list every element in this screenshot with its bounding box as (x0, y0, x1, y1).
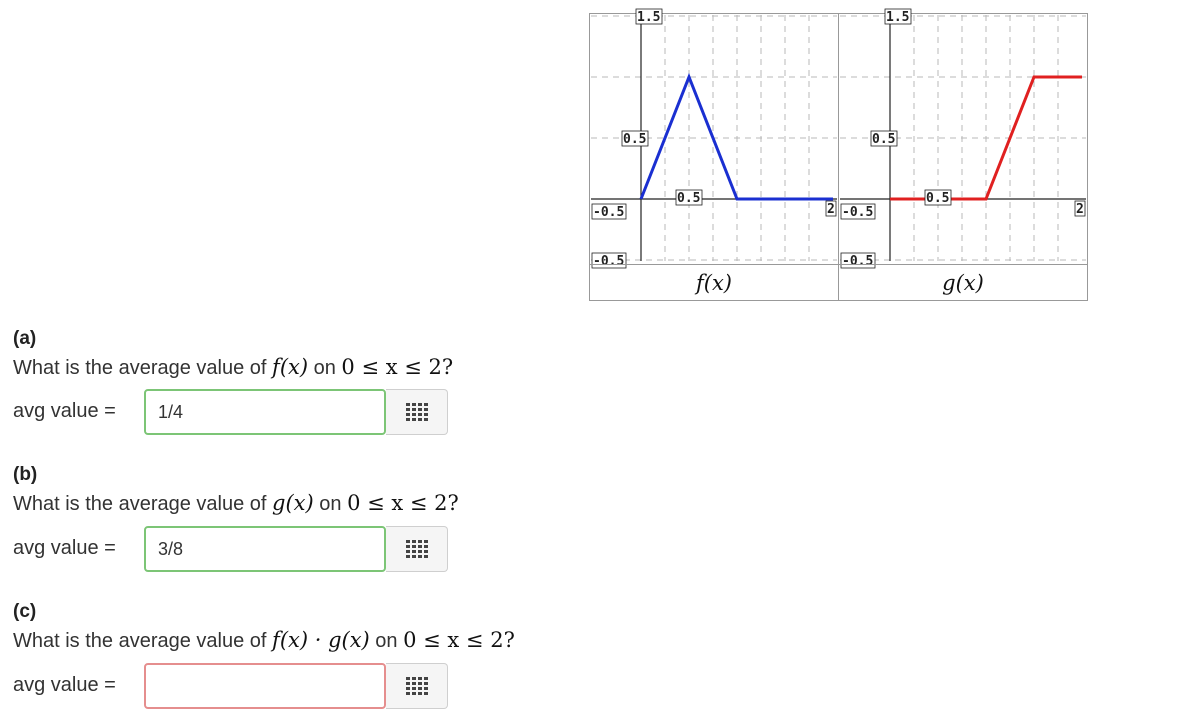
question-c-range: 0 ≤ x ≤ 2? (403, 628, 515, 652)
tick-label-y-neg: -0.5 (842, 254, 874, 269)
tick-label-x-neg: -0.5 (842, 205, 874, 220)
tick-label-y-1.5: 1.5 (637, 10, 661, 25)
avg-value-label-b: avg value = (13, 537, 116, 559)
avg-value-label-a: avg value = (13, 400, 116, 422)
keypad-grid-icon (406, 540, 428, 558)
graph-g-plot (840, 10, 1086, 269)
graph-divider (838, 14, 839, 264)
tick-label-x-2: 2 (827, 202, 835, 217)
avg-value-label-c: avg value = (13, 674, 116, 696)
question-b-prefix: What is the average value of (13, 493, 273, 515)
graph-f (591, 10, 837, 269)
tick-label-y-1.5: 1.5 (886, 10, 910, 25)
question-c-letter: (c) (13, 601, 37, 622)
graph-g (840, 10, 1086, 269)
tick-label-x-neg: -0.5 (593, 205, 625, 220)
tick-label-x-0.5: 0.5 (926, 191, 950, 206)
keypad-button-b[interactable] (386, 526, 448, 572)
keypad-grid-icon (406, 403, 428, 421)
question-a-func: f(x) (272, 355, 309, 379)
caption-f: f(x) (695, 271, 732, 295)
question-b-func: g(x) (272, 491, 314, 515)
caption-row (590, 264, 1087, 301)
tick-label-x-2: 2 (1076, 202, 1084, 217)
question-a-on: on (308, 357, 342, 379)
question-a (13, 328, 453, 380)
question-b-on: on (313, 493, 348, 515)
answer-input-b[interactable]: 3/8 (144, 526, 386, 572)
question-c-on: on (369, 630, 404, 652)
question-a-letter: (a) (13, 328, 37, 349)
keypad-grid-icon (406, 677, 428, 695)
question-a-prefix: What is the average value of (13, 357, 273, 379)
question-c-prefix: What is the average value of (13, 630, 273, 652)
keypad-button-a[interactable] (386, 389, 448, 435)
answer-input-a[interactable]: 1/4 (144, 389, 386, 435)
keypad-button-c[interactable] (386, 663, 448, 709)
tick-label-y-0.5: 0.5 (872, 132, 896, 147)
graph-f-plot (591, 10, 837, 269)
tick-label-y-neg: -0.5 (593, 254, 625, 269)
answer-input-c[interactable] (144, 663, 386, 709)
question-b-range: 0 ≤ x ≤ 2? (347, 491, 459, 515)
question-b (13, 464, 459, 516)
question-c-text (13, 628, 515, 653)
caption-g: g(x) (942, 271, 984, 295)
question-b-letter: (b) (13, 464, 38, 485)
question-c-func: f(x) · g(x) (272, 628, 370, 652)
question-b-text (13, 491, 459, 516)
tick-label-y-0.5: 0.5 (623, 132, 647, 147)
question-c (13, 601, 515, 653)
question-a-text (13, 355, 453, 380)
graph-table (589, 10, 1088, 301)
tick-label-x-0.5: 0.5 (677, 191, 701, 206)
question-a-range: 0 ≤ x ≤ 2? (341, 355, 454, 379)
